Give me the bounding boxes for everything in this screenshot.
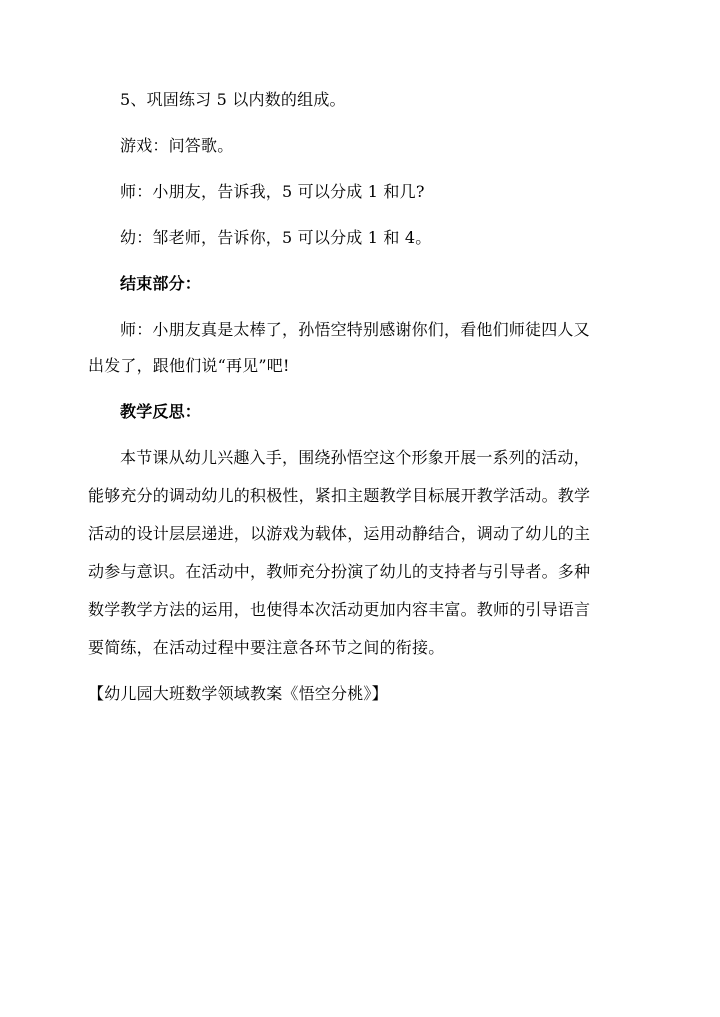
reflection-line-5: 数学教学方法的运用，也使得本次活动更加内容丰富。教师的引导语言 [88,600,591,619]
reflection-heading: 教学反思： [120,402,202,421]
closing-section-heading: 结束部分： [120,274,202,293]
reflection-line-4: 动参与意识。在活动中，教师充分扮演了幼儿的支持者与引导者。多种 [88,562,591,581]
reflection-line-6: 要简练，在活动过程中要注意各环节之间的衔接。 [88,638,445,657]
teacher-question: 师：小朋友，告诉我，5 可以分成 1 和几? [120,182,425,201]
child-answer: 幼：邹老师，告诉你，5 可以分成 1 和 4。 [120,228,432,247]
closing-paragraph-line-2: 出发了，跟他们说“再见”吧! [88,356,290,375]
document-footer-title: 【幼儿园大班数学领域教案《悟空分桃》】 [88,684,388,703]
game-title: 游戏：问答歌。 [120,136,234,155]
reflection-line-2: 能够充分的调动幼儿的积极性，紧扣主题教学目标展开教学活动。教学 [88,486,591,505]
reflection-line-1: 本节课从幼儿兴趣入手，围绕孙悟空这个形象开展一系列的活动， [120,448,590,467]
reflection-line-3: 活动的设计层层递进，以游戏为载体，运用动静结合，调动了幼儿的主 [88,524,591,543]
closing-paragraph-line-1: 师：小朋友真是太棒了，孙悟空特别感谢你们，看他们师徒四人又 [120,320,590,339]
practice-heading: 5、巩固练习 5 以内数的组成。 [120,90,346,109]
